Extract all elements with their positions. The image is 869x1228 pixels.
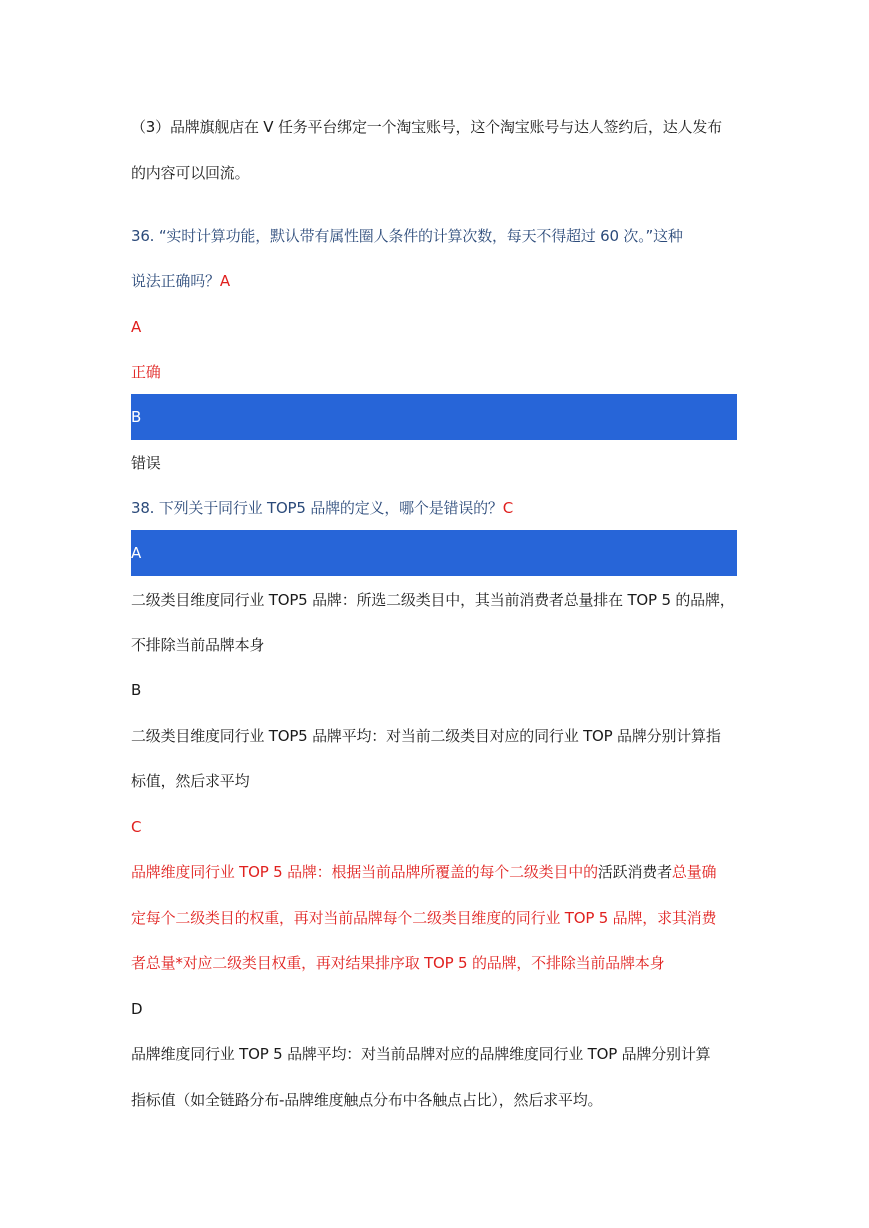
- question-36-line-1: 36. “实时计算功能，默认带有属性圈人条件的计算次数，每天不得超过 60 次。”这种: [131, 227, 683, 245]
- question-38-option-a-line-2: 不排除当前品牌本身: [131, 636, 265, 654]
- question-36-option-a-letter: A: [131, 318, 142, 336]
- question-38-option-d-line-1: 品牌维度同行业 TOP 5 品牌平均：对当前品牌对应的品牌维度同行业 TOP 品牌分别计算: [131, 1045, 711, 1063]
- question-36-line-2: [131, 271, 737, 291]
- question-38-option-c-letter: C: [131, 818, 142, 836]
- question-38-option-c-line-2: 定每个二级类目的权重，再对当前品牌每个二级类目维度的同行业 TOP 5 品牌，求其消费: [131, 909, 717, 927]
- paragraph-3-line-2: 的内容可以回流。: [131, 164, 250, 182]
- question-38-option-b-line-2: 标值，然后求平均: [131, 772, 250, 790]
- question-38-option-d-line-2: 指标值（如全链路分布-品牌维度触点分布中各触点占比），然后求平均。: [131, 1091, 603, 1109]
- question-38-option-c-line-3: 者总量*对应二级类目权重，再对结果排序取 TOP 5 的品牌，不排除当前品牌本身: [131, 954, 665, 972]
- paragraph-3-line-1: （3）品牌旗舰店在 V 任务平台绑定一个淘宝账号，这个淘宝账号与达人签约后，达人发布: [131, 118, 722, 136]
- question-38-option-d-letter: D: [131, 1000, 143, 1018]
- question-38-option-c-part-2: 活跃消费者: [597, 863, 672, 881]
- question-36-answer: A: [219, 272, 230, 290]
- question-38-option-a-line-1: 二级类目维度同行业 TOP5 品牌：所选二级类目中，其当前消费者总量排在 TOP 5 的品牌，: [131, 591, 735, 609]
- question-36-option-b-text: 错误: [131, 454, 161, 472]
- question-38-title: [131, 498, 737, 518]
- question-38-text: 38. 下列关于同行业 TOP5 品牌的定义，哪个是错误的？: [131, 499, 503, 517]
- question-38-option-c-part-1: 品牌维度同行业 TOP 5 品牌：根据当前品牌所覆盖的每个二级类目中的: [131, 863, 598, 881]
- question-36-option-b-highlight: [131, 394, 737, 440]
- question-38-option-c-part-3: 总量确: [671, 863, 717, 881]
- question-38-option-c-line-1: [131, 862, 737, 882]
- question-38-option-b-letter: B: [131, 681, 142, 699]
- question-38-answer: C: [502, 499, 514, 517]
- question-36-option-a-text: 正确: [131, 363, 161, 381]
- question-36-option-b-letter: B: [131, 408, 142, 426]
- question-38-option-a-letter: A: [131, 544, 142, 562]
- question-38-option-a-highlight: [131, 530, 737, 576]
- question-38-option-b-line-1: 二级类目维度同行业 TOP5 品牌平均：对当前二级类目对应的同行业 TOP 品牌分别计算指: [131, 727, 721, 745]
- question-36-text: 说法正确吗？: [131, 272, 220, 290]
